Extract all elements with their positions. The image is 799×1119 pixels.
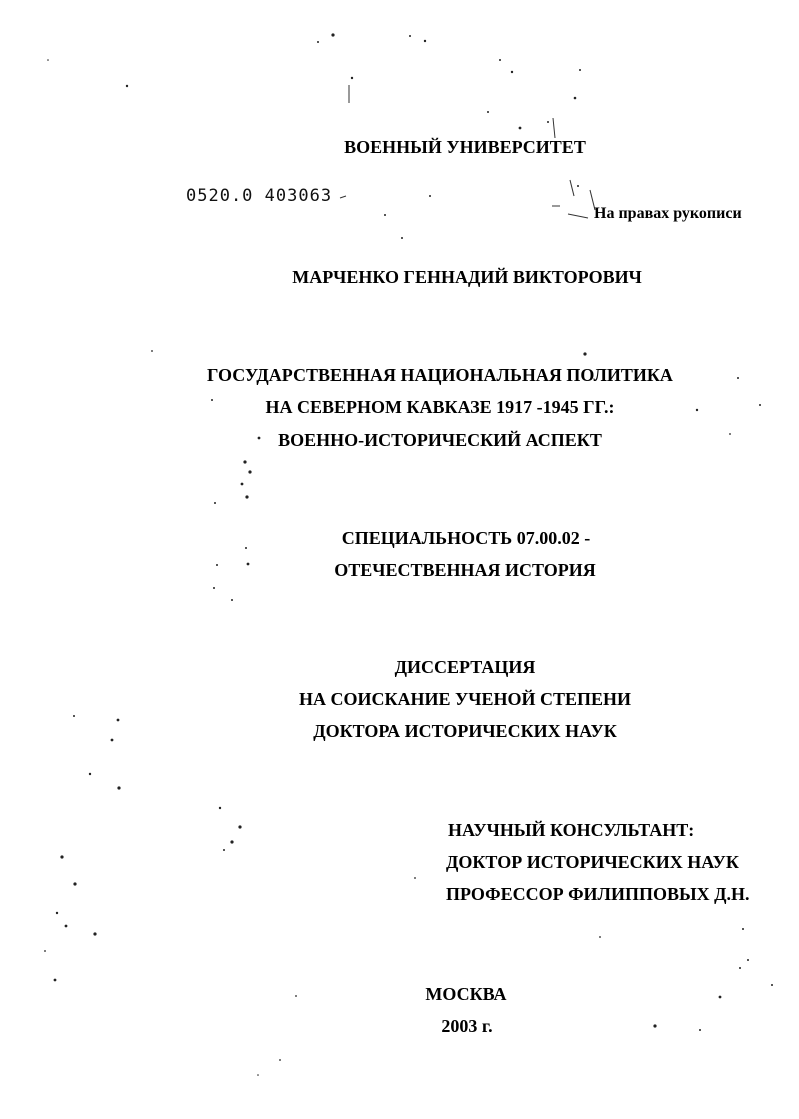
title-line-3: ВОЕННО-ИСТОРИЧЕСКИЙ АСПЕКТ [278, 430, 602, 450]
manuscript-note: На правах рукописи [594, 205, 742, 222]
specialty-line-2: ОТЕЧЕСТВЕННАЯ ИСТОРИЯ [334, 560, 596, 580]
author-name: МАРЧЕНКО ГЕННАДИЙ ВИКТОРОВИЧ [292, 267, 642, 287]
dissertation-line-2: НА СОИСКАНИЕ УЧЕНОЙ СТЕПЕНИ [298, 689, 631, 709]
city: МОСКВА [425, 984, 507, 1004]
year: 2003 г. [441, 1016, 493, 1036]
dissertation-line-3: ДОКТОРА ИСТОРИЧЕСКИХ НАУК [313, 721, 617, 741]
dissertation-line-1: ДИССЕРТАЦИЯ [394, 657, 536, 677]
consultant-degree: ДОКТОР ИСТОРИЧЕСКИХ НАУК [446, 852, 739, 872]
title-line-1: ГОСУДАРСТВЕННАЯ НАЦИОНАЛЬНАЯ ПОЛИТИКА [207, 365, 673, 385]
consultant-label: НАУЧНЫЙ КОНСУЛЬТАНТ: [448, 820, 695, 840]
title-line-2: НА СЕВЕРНОМ КАВКАЗЕ 1917 -1945 ГГ.: [265, 397, 615, 417]
consultant-name: ПРОФЕССОР ФИЛИППОВЫХ Д.Н. [446, 884, 750, 904]
institution-name: ВОЕННЫЙ УНИВЕРСИТЕТ [344, 137, 586, 157]
specialty-line-1: СПЕЦИАЛЬНОСТЬ 07.00.02 - [341, 528, 591, 548]
registry-number: 0520.0 403063 [186, 186, 333, 206]
